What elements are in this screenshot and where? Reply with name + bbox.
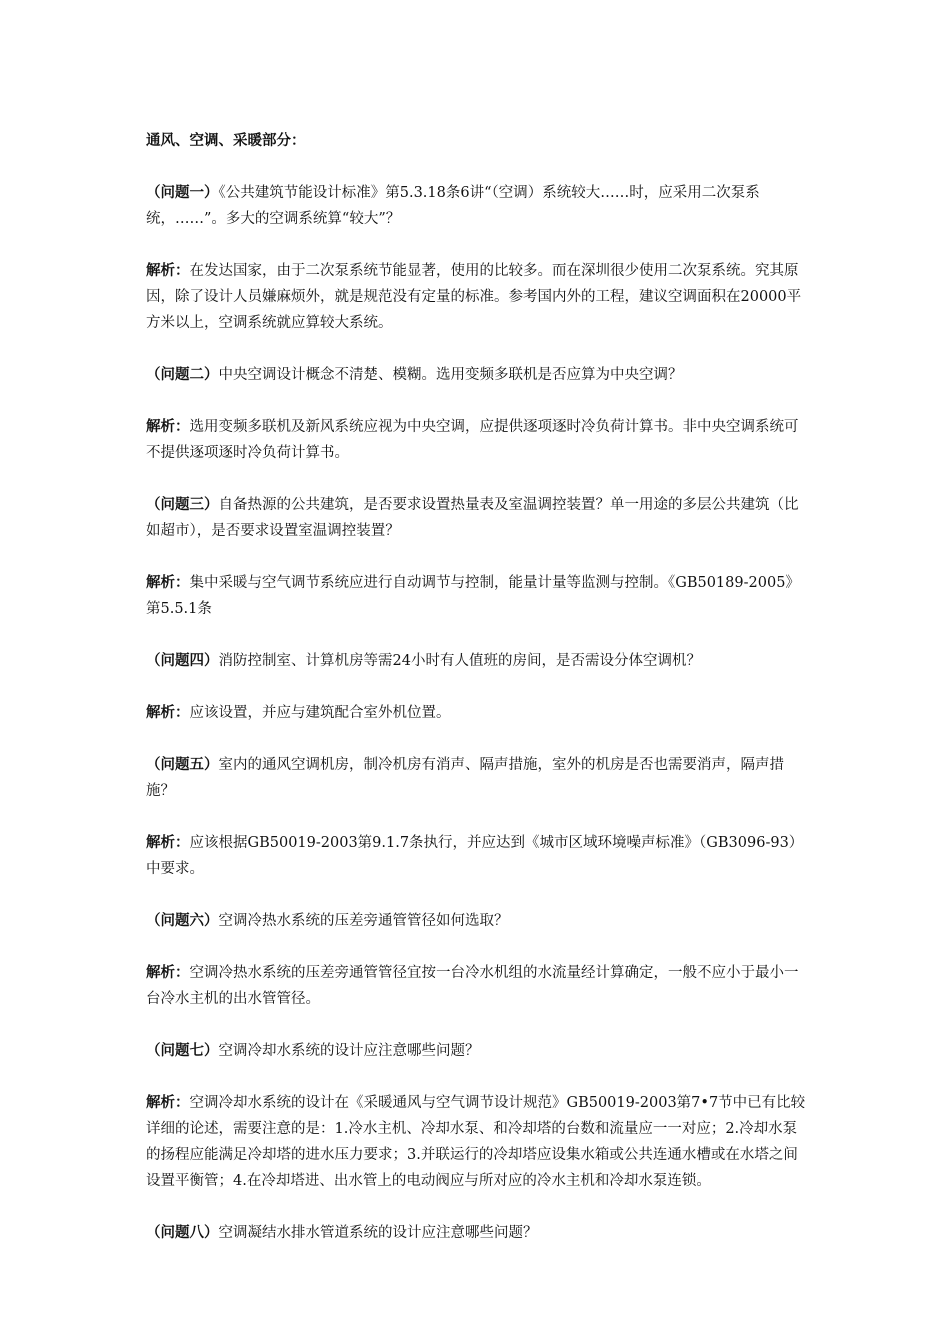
question-label: （问题三） (146, 496, 219, 513)
question-1 (146, 180, 806, 232)
answer-label: 解析： (146, 1094, 190, 1111)
question-5 (146, 752, 806, 804)
question-label: （问题一） (146, 184, 219, 201)
question-text: 《公共建筑节能设计标准》第5.3.18条6讲“（空调）系统较大……时，应采用二次泵系统，……”。多大的空调系统算“较大”？ (146, 185, 760, 227)
question-text: 空调冷却水系统的设计应注意哪些问题？ (218, 1043, 480, 1059)
question-label: （问题五） (146, 756, 219, 773)
answer-text: 应该设置，并应与建筑配合室外机位置。 (189, 705, 451, 721)
question-text: 中央空调设计概念不清楚、模糊。选用变频多联机是否应算为中央空调？ (218, 367, 683, 383)
answer-2 (146, 414, 806, 466)
question-label: （问题二） (146, 366, 219, 383)
question-label: （问题四） (146, 652, 219, 669)
answer-label: 解析： (146, 418, 190, 435)
question-text: 室内的通风空调机房，制冷机房有消声、隔声措施，室外的机房是否也需要消声，隔声措施？ (146, 757, 784, 799)
answer-4 (146, 700, 806, 726)
answer-3 (146, 570, 806, 622)
question-text: 消防控制室、计算机房等需24小时有人值班的房间，是否需设分体空调机？ (218, 653, 701, 669)
answer-text: 在发达国家，由于二次泵系统节能显著，使用的比较多。而在深圳很少使用二次泵系统。究其原因，除了设计人员嫌麻烦外，就是规范没有定量的标准。参考国内外的工程，建议空调面积在20000平方米以上，空调系统就应算较大系统。 (146, 263, 802, 331)
answer-label: 解析： (146, 704, 190, 721)
answer-1 (146, 258, 806, 336)
question-text: 自备热源的公共建筑，是否要求设置热量表及室温调控装置？单一用途的多层公共建筑（比如超市），是否要求设置室温调控装置？ (146, 497, 799, 539)
answer-text: 应该根据GB50019-2003第9.1.7条执行，并应达到《城市区域环境噪声标准》（GB3096-93）中要求。 (146, 835, 804, 877)
document-body (146, 128, 806, 1246)
answer-text: 空调冷却水系统的设计在《采暖通风与空气调节设计规范》GB50019-2003第7•7节中已有比较详细的论述，需要注意的是：1.冷水主机、冷却水泵、和冷却塔的台数和流量应一一对应；2.冷却水泵的扬程应能满足冷却塔的进水压力要求；3.并联运行的冷却塔应设集水箱或公共连通水槽或在水塔之间设置平衡管；4.在冷却塔进、出水管上的电动阀应与所对应的冷水主机和冷却水泵连锁。 (146, 1095, 806, 1189)
question-label: （问题八） (146, 1224, 219, 1241)
answer-label: 解析： (146, 574, 190, 591)
question-label: （问题七） (146, 1042, 219, 1059)
answer-text: 空调冷热水系统的压差旁通管管径宜按一台冷水机组的水流量经计算确定，一般不应小于最小一台冷水主机的出水管管径。 (146, 965, 799, 1007)
answer-6 (146, 960, 806, 1012)
question-2 (146, 362, 806, 388)
answer-label: 解析： (146, 262, 190, 279)
answer-7 (146, 1090, 806, 1194)
question-8 (146, 1220, 806, 1246)
question-4 (146, 648, 806, 674)
answer-text: 集中采暖与空气调节系统应进行自动调节与控制，能量计量等监测与控制。《GB50189-2005》第5.5.1条 (146, 575, 800, 617)
question-text: 空调冷热水系统的压差旁通管管径如何选取？ (218, 913, 509, 929)
question-6 (146, 908, 806, 934)
answer-5 (146, 830, 806, 882)
answer-text: 选用变频多联机及新风系统应视为中央空调，应提供逐项逐时冷负荷计算书。非中央空调系统可不提供逐项逐时冷负荷计算书。 (146, 419, 799, 461)
question-3 (146, 492, 806, 544)
question-text: 空调凝结水排水管道系统的设计应注意哪些问题？ (218, 1225, 538, 1241)
answer-label: 解析： (146, 964, 190, 981)
question-7 (146, 1038, 806, 1064)
section-title: 通风、空调、采暖部分： (146, 132, 306, 149)
answer-label: 解析： (146, 834, 190, 851)
question-label: （问题六） (146, 912, 219, 929)
